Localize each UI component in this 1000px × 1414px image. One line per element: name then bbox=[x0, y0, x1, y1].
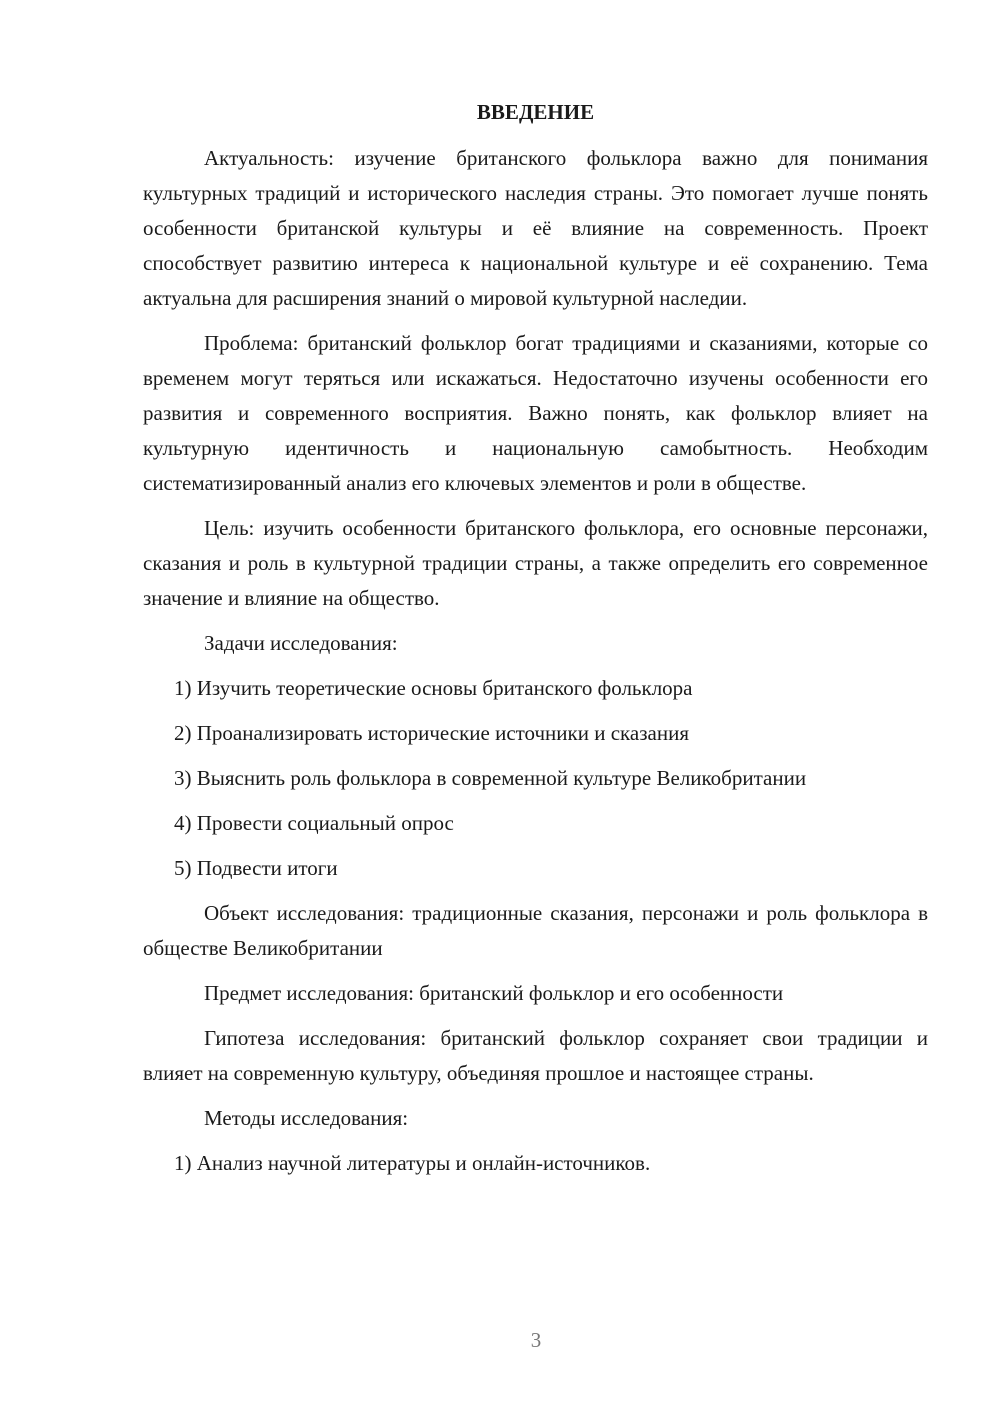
methods-heading: Методы исследования: bbox=[204, 1106, 409, 1130]
task-item: 5) Подвести итоги bbox=[174, 856, 338, 880]
task-item: 1) Изучить теоретические основы британского фольклора bbox=[174, 676, 693, 700]
task-item: 4) Провести социальный опрос bbox=[174, 811, 454, 835]
subject-paragraph: Предмет исследования: британский фольклор и его особенности bbox=[204, 981, 784, 1005]
tasks-heading: Задачи исследования: bbox=[204, 631, 398, 655]
relevance-paragraph: Актуальность: изучение британского фольклора важно для понимания культурных традиций и исторического наследия страны. Это помогает лучше понять особенности британской культуры и её влияние на современность. Проект способствует развитию интереса к национальной культуре и её сохранению. Тема актуальна для расширения знаний о мировой культурной наследии. bbox=[143, 146, 928, 310]
page-number: 3 bbox=[530, 1328, 542, 1352]
document-page bbox=[143, 95, 928, 1191]
goal-paragraph: Цель: изучить особенности британского фольклора, его основные персонажи, сказания и роль в культурной традиции страны, а также определить его современное значение и влияние на общество. bbox=[143, 516, 928, 610]
page-title: ВВЕДЕНИЕ bbox=[476, 100, 595, 124]
hypothesis-paragraph: Гипотеза исследования: британский фольклор сохраняет свои традиции и влияет на современную культуру, объединяя прошлое и настоящее страны. bbox=[143, 1026, 928, 1085]
problem-paragraph: Проблема: британский фольклор богат традициями и сказаниями, которые со временем могут теряться или искажаться. Недостаточно изучены особенности его развития и современного восприятия. Важно понять, как фольклор влияет на культурную идентичность и национальную самобытность. Необходим систематизированный анализ его ключевых элементов и роли в обществе. bbox=[143, 331, 928, 495]
method-item: 1) Анализ научной литературы и онлайн-источников. bbox=[174, 1151, 651, 1175]
task-item: 3) Выяснить роль фольклора в современной культуре Великобритании bbox=[174, 766, 807, 790]
task-item: 2) Проанализировать исторические источники и сказания bbox=[174, 721, 689, 745]
object-paragraph: Объект исследования: традиционные сказания, персонажи и роль фольклора в обществе Великобритании bbox=[143, 901, 928, 960]
